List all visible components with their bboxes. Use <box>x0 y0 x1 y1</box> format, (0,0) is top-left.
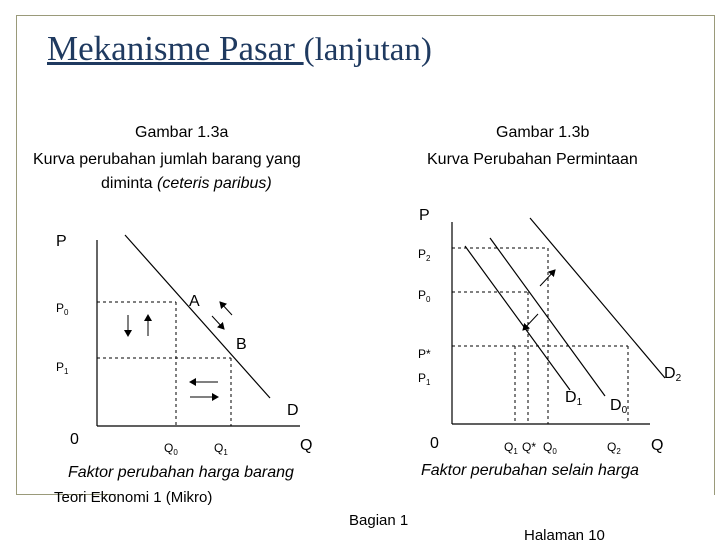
right-axis-q: Q <box>651 437 664 454</box>
left-curve-d-label: D <box>287 402 299 419</box>
right-d1-label: D1 <box>565 389 583 408</box>
right-q1-label: $Q_1$ <box>504 440 518 456</box>
title-main: Mekanisme Pasar <box>47 29 304 68</box>
left-move-up-arrow <box>220 302 232 315</box>
left-diagram <box>56 233 312 457</box>
right-d0-label: D0 <box>610 397 628 416</box>
right-d1-curve <box>465 246 570 390</box>
right-p0-label: $P_0$ <box>418 288 431 304</box>
right-q0-label: $Q_0$ <box>543 440 557 456</box>
right-figure-label: Gambar 1.3b <box>496 124 590 141</box>
left-p1-label: $P_1$ <box>56 360 69 376</box>
right-diagram <box>418 207 682 456</box>
footer-course: Teori Ekonomi 1 (Mikro) <box>54 489 213 506</box>
left-point-b: B <box>236 336 247 353</box>
right-p1-label: $P_1$ <box>418 371 431 387</box>
title-rest: (lanjutan) <box>303 32 432 68</box>
right-origin: 0 <box>430 435 439 452</box>
footer-section: Bagian 1 <box>349 512 409 529</box>
left-point-a: A <box>189 293 200 310</box>
left-origin: 0 <box>70 431 79 448</box>
left-figure-label: Gambar 1.3a <box>135 124 229 141</box>
left-caption-plain: diminta <box>101 175 158 192</box>
right-p2-label: $P_2$ <box>418 247 431 263</box>
right-shift-in-arrow <box>523 314 538 330</box>
right-q2-label: $Q_2$ <box>607 440 621 456</box>
footer-page: Halaman 10 <box>524 527 605 544</box>
right-d2-label: D2 <box>664 365 682 384</box>
left-move-down-arrow <box>212 316 224 329</box>
left-caption-line1: Kurva perubahan jumlah barang yang <box>33 151 301 168</box>
left-axis-q: Q <box>300 437 313 454</box>
left-p0-label: $P_0$ <box>56 301 69 317</box>
left-caption-italic: (ceteris paribus) <box>157 175 272 192</box>
left-demand-curve <box>125 235 270 398</box>
right-d2-curve <box>530 218 665 378</box>
right-qstar-label: Q* <box>522 440 537 454</box>
left-q0-label: $Q_0$ <box>164 441 178 457</box>
right-axis-p: P <box>419 207 430 224</box>
left-q1-label: $Q_1$ <box>214 441 228 457</box>
left-axis-p: P <box>56 233 67 250</box>
left-footer-label: Faktor perubahan harga barang <box>68 464 294 481</box>
right-pstar-label: P* <box>418 347 431 361</box>
right-footer-label: Faktor perubahan selain harga <box>421 462 639 479</box>
right-caption: Kurva Perubahan Permintaan <box>427 151 638 168</box>
